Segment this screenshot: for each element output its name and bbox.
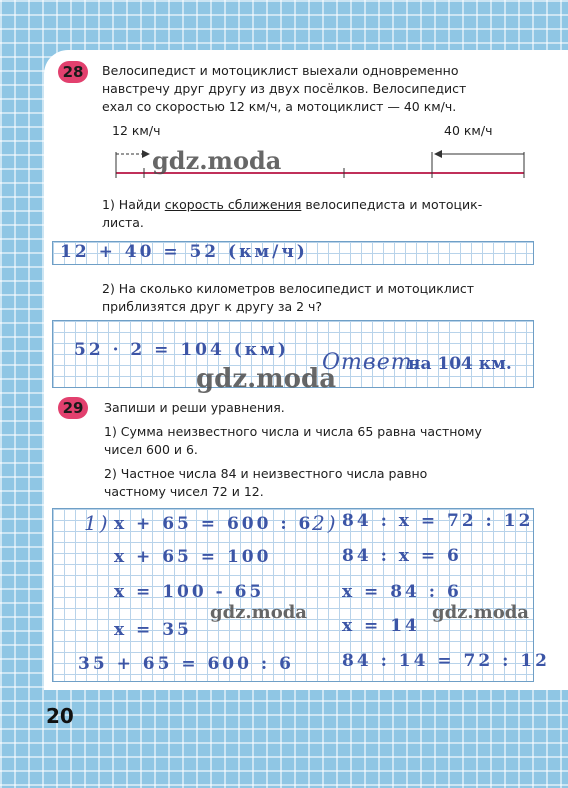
item1-line2: чисел 600 и 6.: [104, 442, 198, 457]
watermark-bottom-left: gdz.moda: [210, 602, 307, 623]
task-28-line1: Велосипедист и мотоциклист выехали одновременно: [102, 63, 459, 78]
col2-line-3: x = 84 : 6: [342, 582, 462, 602]
q1-line2: листа.: [102, 215, 144, 230]
col2-line-2: 84 : x = 6: [342, 546, 462, 566]
col1-label: 1): [84, 511, 111, 535]
item2-line2: частному чисел 72 и 12.: [104, 484, 264, 499]
col1-line-3: x = 100 - 65: [114, 582, 265, 602]
col2-line-5: 84 : 14 = 72 : 12: [342, 651, 550, 671]
task-28-text: [102, 62, 542, 116]
task-29-item-2: [104, 465, 534, 501]
task-28-line2: навстречу друг другу из двух посёлков. Велосипедист: [102, 81, 467, 96]
col1-line-4: x = 35: [114, 620, 192, 640]
answer-1: 12 + 40 = 52 (км/ч): [60, 242, 308, 262]
task-28-question-1: [102, 196, 542, 232]
watermark-bottom-right: gdz.moda: [432, 602, 529, 623]
col2-line-1: 84 : x = 72 : 12: [342, 511, 534, 531]
q2-line1: 2) На сколько километров велосипедист и мотоциклист: [102, 281, 475, 296]
answer-2-label: Ответ:: [322, 350, 421, 375]
speed-left-label: 12 км/ч: [112, 123, 161, 138]
task-28-line3: ехал со скоростью 12 км/ч, а мотоциклист — 40 км/ч.: [102, 99, 457, 114]
task-29-intro: Запиши и реши уравнения.: [104, 400, 285, 415]
col2-line-4: x = 14: [342, 616, 420, 636]
watermark-middle: gdz.moda: [196, 364, 337, 394]
task-28-question-2: [102, 280, 542, 316]
col2-label: 2): [312, 511, 339, 535]
task-29-item-1: [104, 423, 534, 459]
col1-line-5: 35 + 65 = 600 : 6: [78, 654, 294, 674]
item1-line1: 1) Сумма неизвестного числа и числа 65 равна частному: [104, 424, 482, 439]
q1-line1: 1) Найди скорость сближения велосипедиста и мотоцик-: [102, 197, 483, 212]
speed-right-label: 40 км/ч: [444, 123, 493, 138]
col1-line-2: x + 65 = 100: [114, 547, 272, 567]
item2-line1: 2) Частное числа 84 и неизвестного числа равно: [104, 466, 428, 481]
watermark-top: gdz.moda: [152, 146, 282, 175]
answer-2: 52 · 2 = 104 (км): [74, 340, 289, 360]
task-28-badge: 28: [58, 61, 88, 83]
answer-2-text: на 104 км.: [408, 354, 512, 374]
task-29-badge: 29: [58, 397, 88, 419]
q2-line2: приблизятся друг к другу за 2 ч?: [102, 299, 323, 314]
page-number: 20: [46, 704, 74, 728]
col1-line-1: x + 65 = 600 : 6: [114, 514, 314, 534]
